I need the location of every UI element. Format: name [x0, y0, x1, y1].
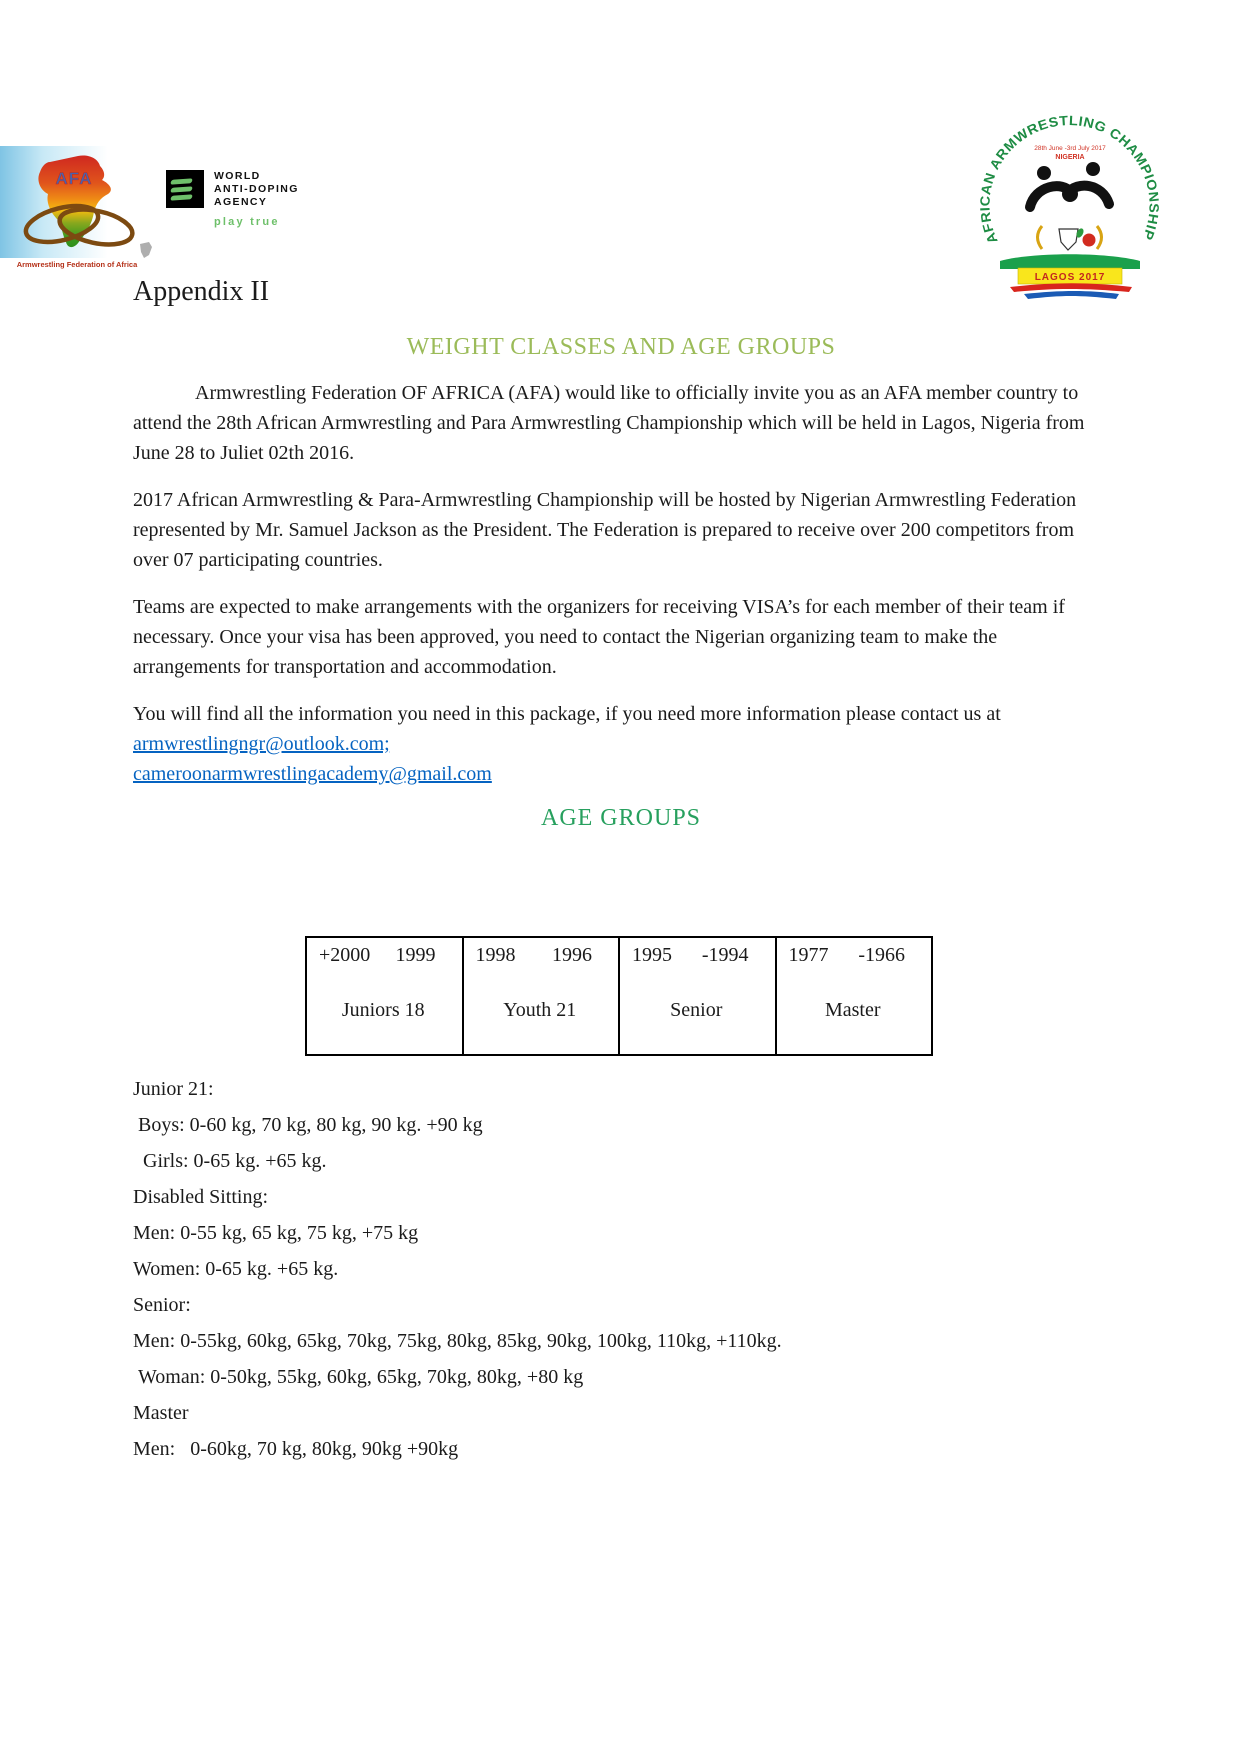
wada-bar-icon — [170, 194, 193, 200]
armwrestlers-icon — [1030, 162, 1109, 207]
wada-logo — [166, 170, 299, 228]
weight-line-junior-girls: Girls: 0-65 kg. +65 kg. — [133, 1150, 327, 1172]
age-years-row — [789, 944, 918, 967]
wada-tagline: play true — [214, 216, 280, 228]
afa-logo-graphic — [0, 140, 162, 272]
age-years-row — [476, 944, 605, 967]
badge-land-strip — [1000, 254, 1140, 269]
weight-line-master-header: Master — [133, 1402, 189, 1424]
weight-line-disabled-header: Disabled Sitting: — [133, 1186, 268, 1208]
age-groups-heading: AGE GROUPS — [540, 805, 702, 831]
wada-word-line: ANTI-DOPING — [214, 183, 299, 195]
document-content — [133, 276, 1109, 1467]
age-years-row — [319, 944, 448, 967]
badge-banner-text: LAGOS 2017 — [1034, 272, 1106, 283]
weight-classes-heading: WEIGHT CLASSES AND AGE GROUPS — [406, 334, 836, 360]
championship-badge-graphic — [972, 110, 1168, 300]
year-from: 1995 — [632, 944, 672, 966]
weight-line-senior-header: Senior: — [133, 1294, 191, 1316]
afa-acronym: AFA — [55, 169, 93, 188]
afa-caption: Armwrestling Federation of Africa — [16, 260, 138, 269]
age-group-label: Senior — [670, 999, 723, 1021]
badge-country-text: NIGERIA — [1055, 154, 1085, 161]
contact-paragraph-intro: You will find all the information you need in this package, if you need more information please contact us at — [133, 703, 1001, 725]
age-table-cell-juniors18 — [307, 938, 462, 1054]
year-from: 1998 — [475, 944, 516, 966]
weight-line-disabled-men: Men: 0-55 kg, 65 kg, 75 kg, +75 kg — [133, 1222, 419, 1244]
wada-square-icon — [166, 170, 204, 208]
afa-federation-logo — [0, 140, 162, 272]
age-group-label: Master — [824, 999, 881, 1021]
year-from: 1977 — [788, 944, 829, 966]
hosting-paragraph: 2017 African Armwrestling & Para-Armwrestling Championship will be hosted by Nigerian Armwrestling Federation represented by Mr. Samuel Jackson as the President. The Federation is prepared to receive over 200 competitors from over 07 participating countries. — [133, 489, 1077, 571]
age-table-cell-senior — [618, 938, 775, 1054]
contact-paragraph — [133, 699, 1109, 789]
badge-dates-text: 28th June -3rd July 2017 — [1034, 145, 1106, 152]
year-to: -1994 — [701, 944, 749, 966]
year-from: +2000 — [319, 944, 371, 966]
age-group-label: Juniors 18 — [341, 999, 425, 1021]
age-table-cell-master — [775, 938, 932, 1054]
email-link-outlook[interactable]: armwrestlingngr@outlook.com; — [133, 733, 390, 755]
weight-line-senior-women: Woman: 0-50kg, 55kg, 60kg, 65kg, 70kg, 80kg, +80 kg — [133, 1366, 584, 1388]
invitation-paragraph: Armwrestling Federation OF AFRICA (AFA) would like to officially invite you as an AFA member country to attend the 28th African Armwrestling and Para Armwrestling Championship which will be held in Lagos, Nigeria from June 28 to Juliet 02th 2016. — [133, 382, 1085, 464]
age-group-label: Youth 21 — [503, 999, 577, 1021]
wada-word-line: AGENCY — [214, 196, 268, 208]
visa-paragraph: Teams are expected to make arrangements with the organizers for receiving VISA’s for each member of their team if necessary. Once your visa has been approved, you need to contact the Nigerian organizing team to make the arrangements for transportation and accommodation. — [133, 596, 1065, 678]
year-to: 1999 — [395, 944, 436, 966]
appendix-title: Appendix II — [133, 276, 270, 307]
year-to: 1996 — [552, 944, 592, 966]
weight-line-junior-boys: Boys: 0-60 kg, 70 kg, 80 kg, 90 kg. +90 kg — [133, 1114, 483, 1136]
weight-classes-list — [133, 1071, 1109, 1467]
badge-arc-text: AFRICAN ARMWRESTLING CHAMPIONSHIP — [977, 112, 1162, 246]
wada-word-line: WORLD — [214, 170, 261, 182]
age-table-cell-youth21 — [462, 938, 619, 1054]
email-link-gmail[interactable]: cameroonarmwrestlingacademy@gmail.com — [133, 763, 492, 785]
badge-crest-icon — [1038, 226, 1102, 250]
wada-text-block — [214, 170, 299, 228]
age-groups-table — [305, 936, 933, 1056]
weight-line-senior-men: Men: 0-55kg, 60kg, 65kg, 70kg, 75kg, 80kg, 85kg, 90kg, 100kg, 110kg, +110kg. — [133, 1330, 782, 1352]
weight-line-disabled-women: Women: 0-65 kg. +65 kg. — [133, 1258, 339, 1280]
year-to: -1966 — [858, 944, 905, 966]
wada-bar-icon — [170, 186, 193, 192]
weight-line-junior21-header: Junior 21: — [133, 1078, 214, 1100]
wada-bar-icon — [170, 178, 193, 184]
age-years-row — [632, 944, 761, 967]
weight-line-master-men: Men: 0-60kg, 70 kg, 80kg, 90kg +90kg — [133, 1438, 459, 1460]
championship-badge-logo — [972, 110, 1168, 300]
